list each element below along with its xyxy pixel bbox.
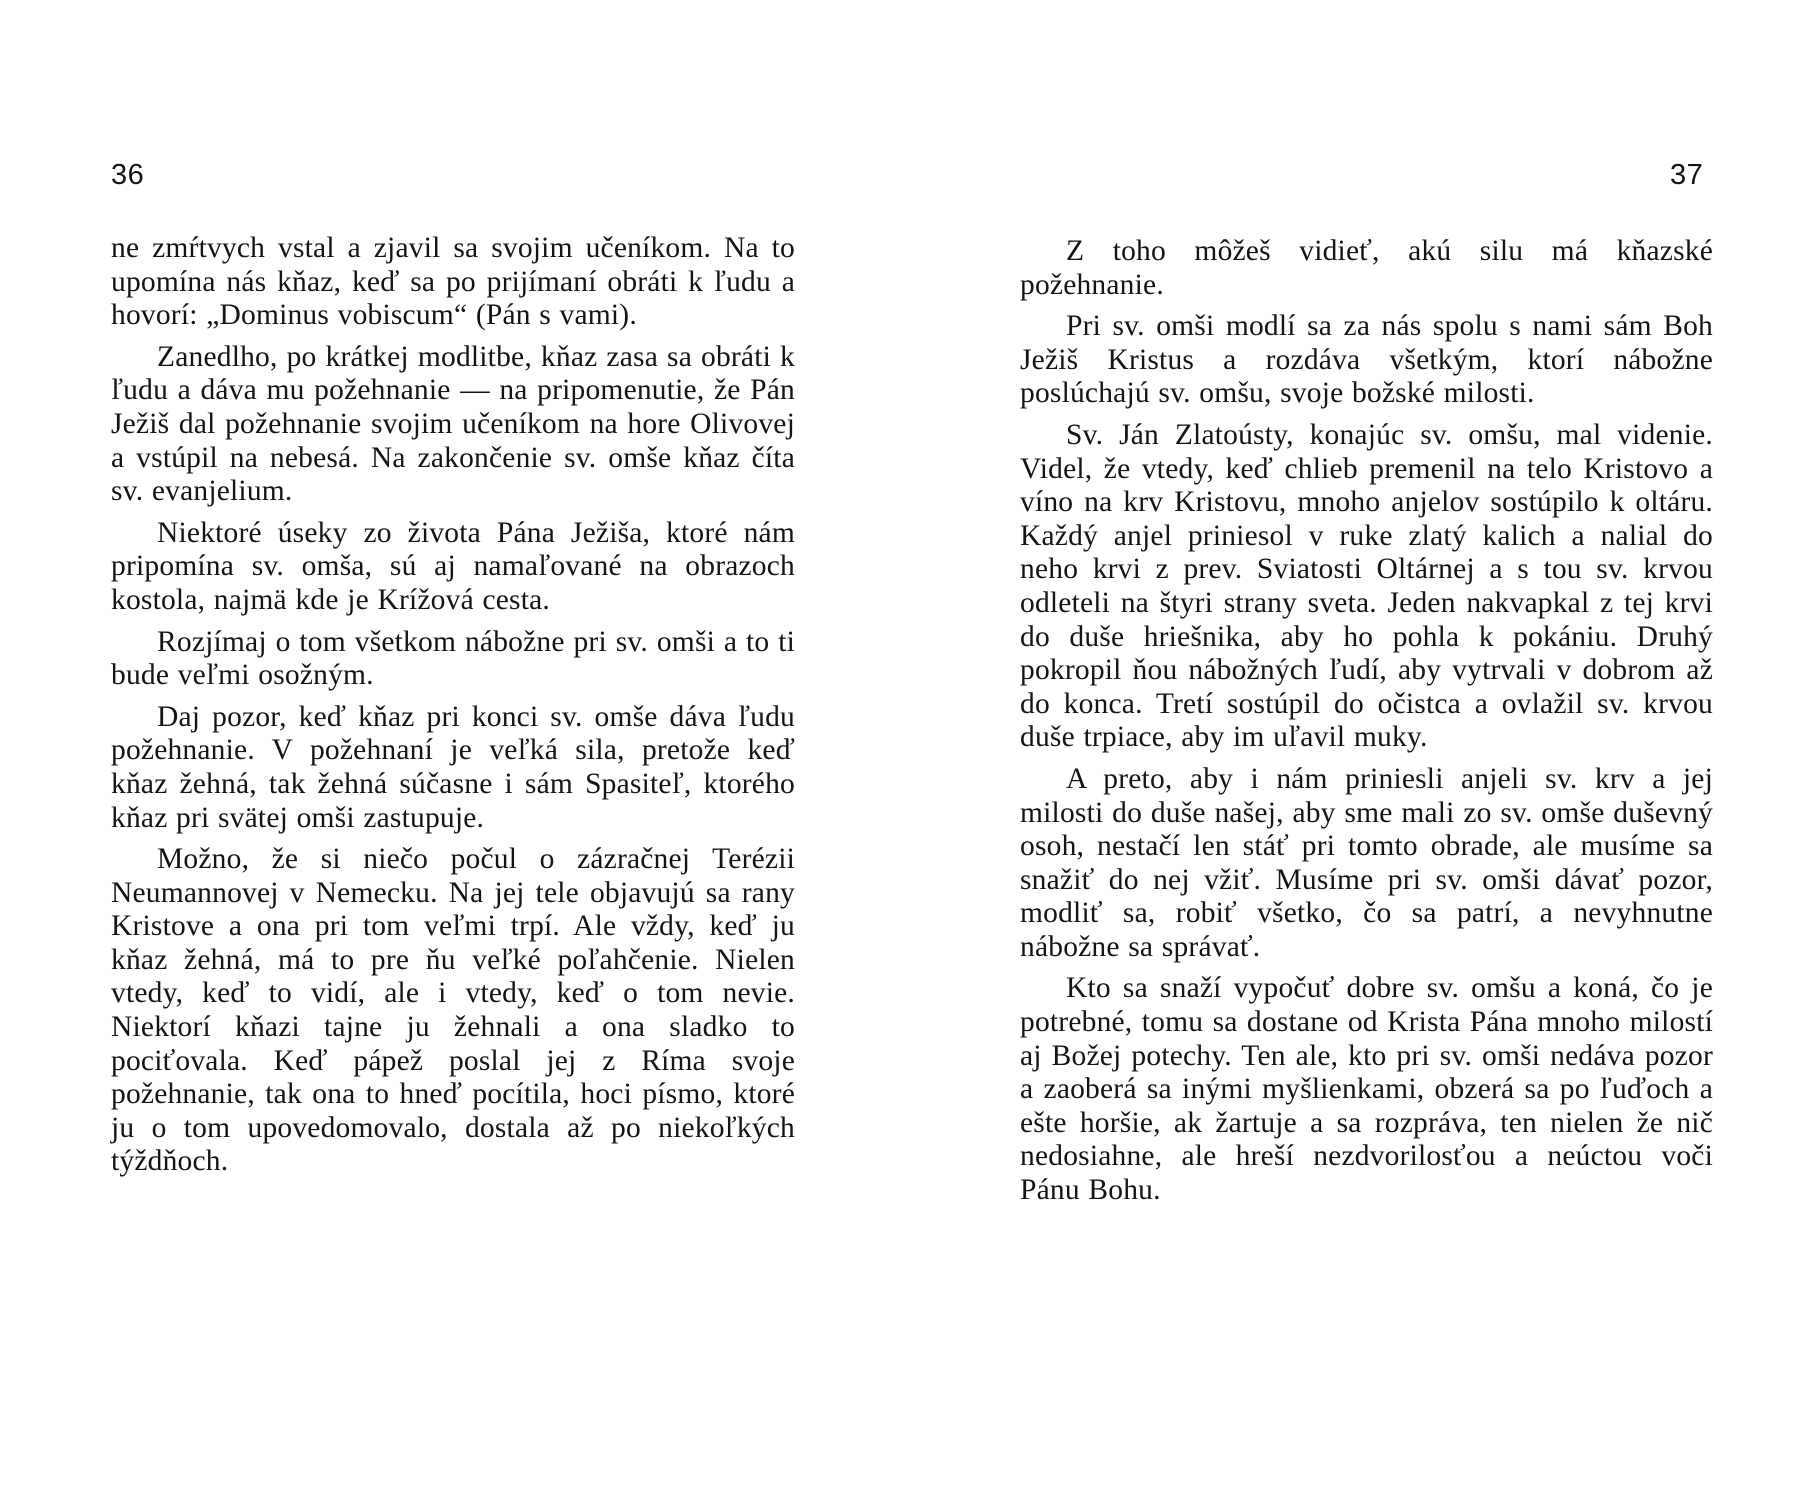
- right-paragraph-1: Z toho môžeš vidieť, akú silu má kňazské požehnanie.: [1020, 235, 1713, 301]
- right-paragraph-2: Pri sv. omši modlí sa za nás spolu s nami sám Boh Ježiš Kristus a rozdáva všetkým, ktorí nábožne poslúchajú sv. omšu, svoje božské milosti.: [1020, 310, 1713, 410]
- left-paragraph-2: Zanedlho, po krátkej modlitbe, kňaz zasa sa obráti k ľudu a dáva mu požehnanie — na pripomenutie, že Pán Ježiš dal požehnanie svojim učeníkom na hore Olivovej a vstúpil na nebesá. Na zakončenie sv. omše kňaz číta sv. evanjelium.: [111, 340, 795, 508]
- left-paragraph-3: Niektoré úseky zo života Pána Ježiša, ktoré nám pripomína sv. omša, sú aj namaľované na obrazoch kostola, najmä kde je Krížová cesta.: [111, 516, 795, 616]
- left-paragraph-5: Daj pozor, keď kňaz pri konci sv. omše dáva ľudu požehnanie. V požehnaní je veľká sila, pretože keď kňaz žehná, tak žehná súčasne i sám Spasiteľ, ktorého kňaz pri svätej omši zastupuje.: [111, 700, 795, 834]
- right-page-text: [1020, 235, 1713, 1216]
- right-paragraph-4: A preto, aby i nám priniesli anjeli sv. krv a jej milosti do duše našej, aby sme mali zo sv. omše duševný osoh, nestačí len stáť pri tomto obrade, ale musíme sa snažiť do nej vžiť. Musíme pri sv. omši dávať pozor, modliť sa, robiť všetko, čo sa patrí, a nevyhnutne nábožne sa správať.: [1020, 762, 1713, 963]
- page-number-left: 36: [111, 159, 145, 191]
- right-paragraph-3: Sv. Ján Zlatoústy, konajúc sv. omšu, mal videnie. Videl, že vtedy, keď chlieb premenil na telo Kristovo a víno na krv Kristovu, mnoho anjelov sostúpilo k oltáru. Každý anjel priniesol v ruke zlatý kalich a nalial do neho krvi z prev. Sviatosti Oltárnej a s tou sv. krvou odleteli na štyri strany sveta. Jeden nakvapkal z tej krvi do duše hriešnika, aby ho pohla k pokániu. Druhý pokropil ňou nábožných ľudí, aby vytrvali v dobrom až do konca. Tretí sostúpil do očistca a ovlažil sv. krvou duše trpiace, aby im uľavil muky.: [1020, 418, 1713, 754]
- right-paragraph-5: Kto sa snaží vypočuť dobre sv. omšu a koná, čo je potrebné, tomu sa dostane od Krista Pána mnoho milostí aj Božej potechy. Ten ale, kto pri sv. omši nedáva pozor a zaoberá sa inými myšlienkami, obzerá sa po ľuďoch a ešte horšie, ak žartuje a sa rozpráva, ten nielen že nič nedosiahne, ale hreší nezdvorilosťou a neúctou voči Pánu Bohu.: [1020, 972, 1713, 1207]
- page-number-right: 37: [1670, 159, 1704, 191]
- left-paragraph-1: ne zmŕtvych vstal a zjavil sa svojim učeníkom. Na to upomína nás kňaz, keď sa po prijímaní obráti k ľudu a hovorí: „Dominus vobiscum“ (Pán s vami).: [111, 232, 795, 332]
- left-paragraph-4: Rozjímaj o tom všetkom nábožne pri sv. omši a to ti bude veľmi osožným.: [111, 625, 795, 692]
- left-paragraph-6: Možno, že si niečo počul o zázračnej Terézii Neumannovej v Nemecku. Na jej tele objavujú sa rany Kristove a ona pri tom veľmi trpí. Ale vždy, keď ju kňaz žehná, má to pre ňu veľké poľahčenie. Nielen vtedy, keď to vidí, ale i vtedy, keď o tom nevie. Niektorí kňazi tajne ju žehnali a ona sladko to pociťovala. Keď pápež poslal jej z Ríma svoje požehnanie, tak ona to hneď pocítila, hoci písmo, ktoré ju o tom upovedomovalo, dostala až po niekoľkých týždňoch.: [111, 843, 795, 1178]
- right-page: [904, 0, 1808, 1500]
- left-page-text: [111, 232, 795, 1187]
